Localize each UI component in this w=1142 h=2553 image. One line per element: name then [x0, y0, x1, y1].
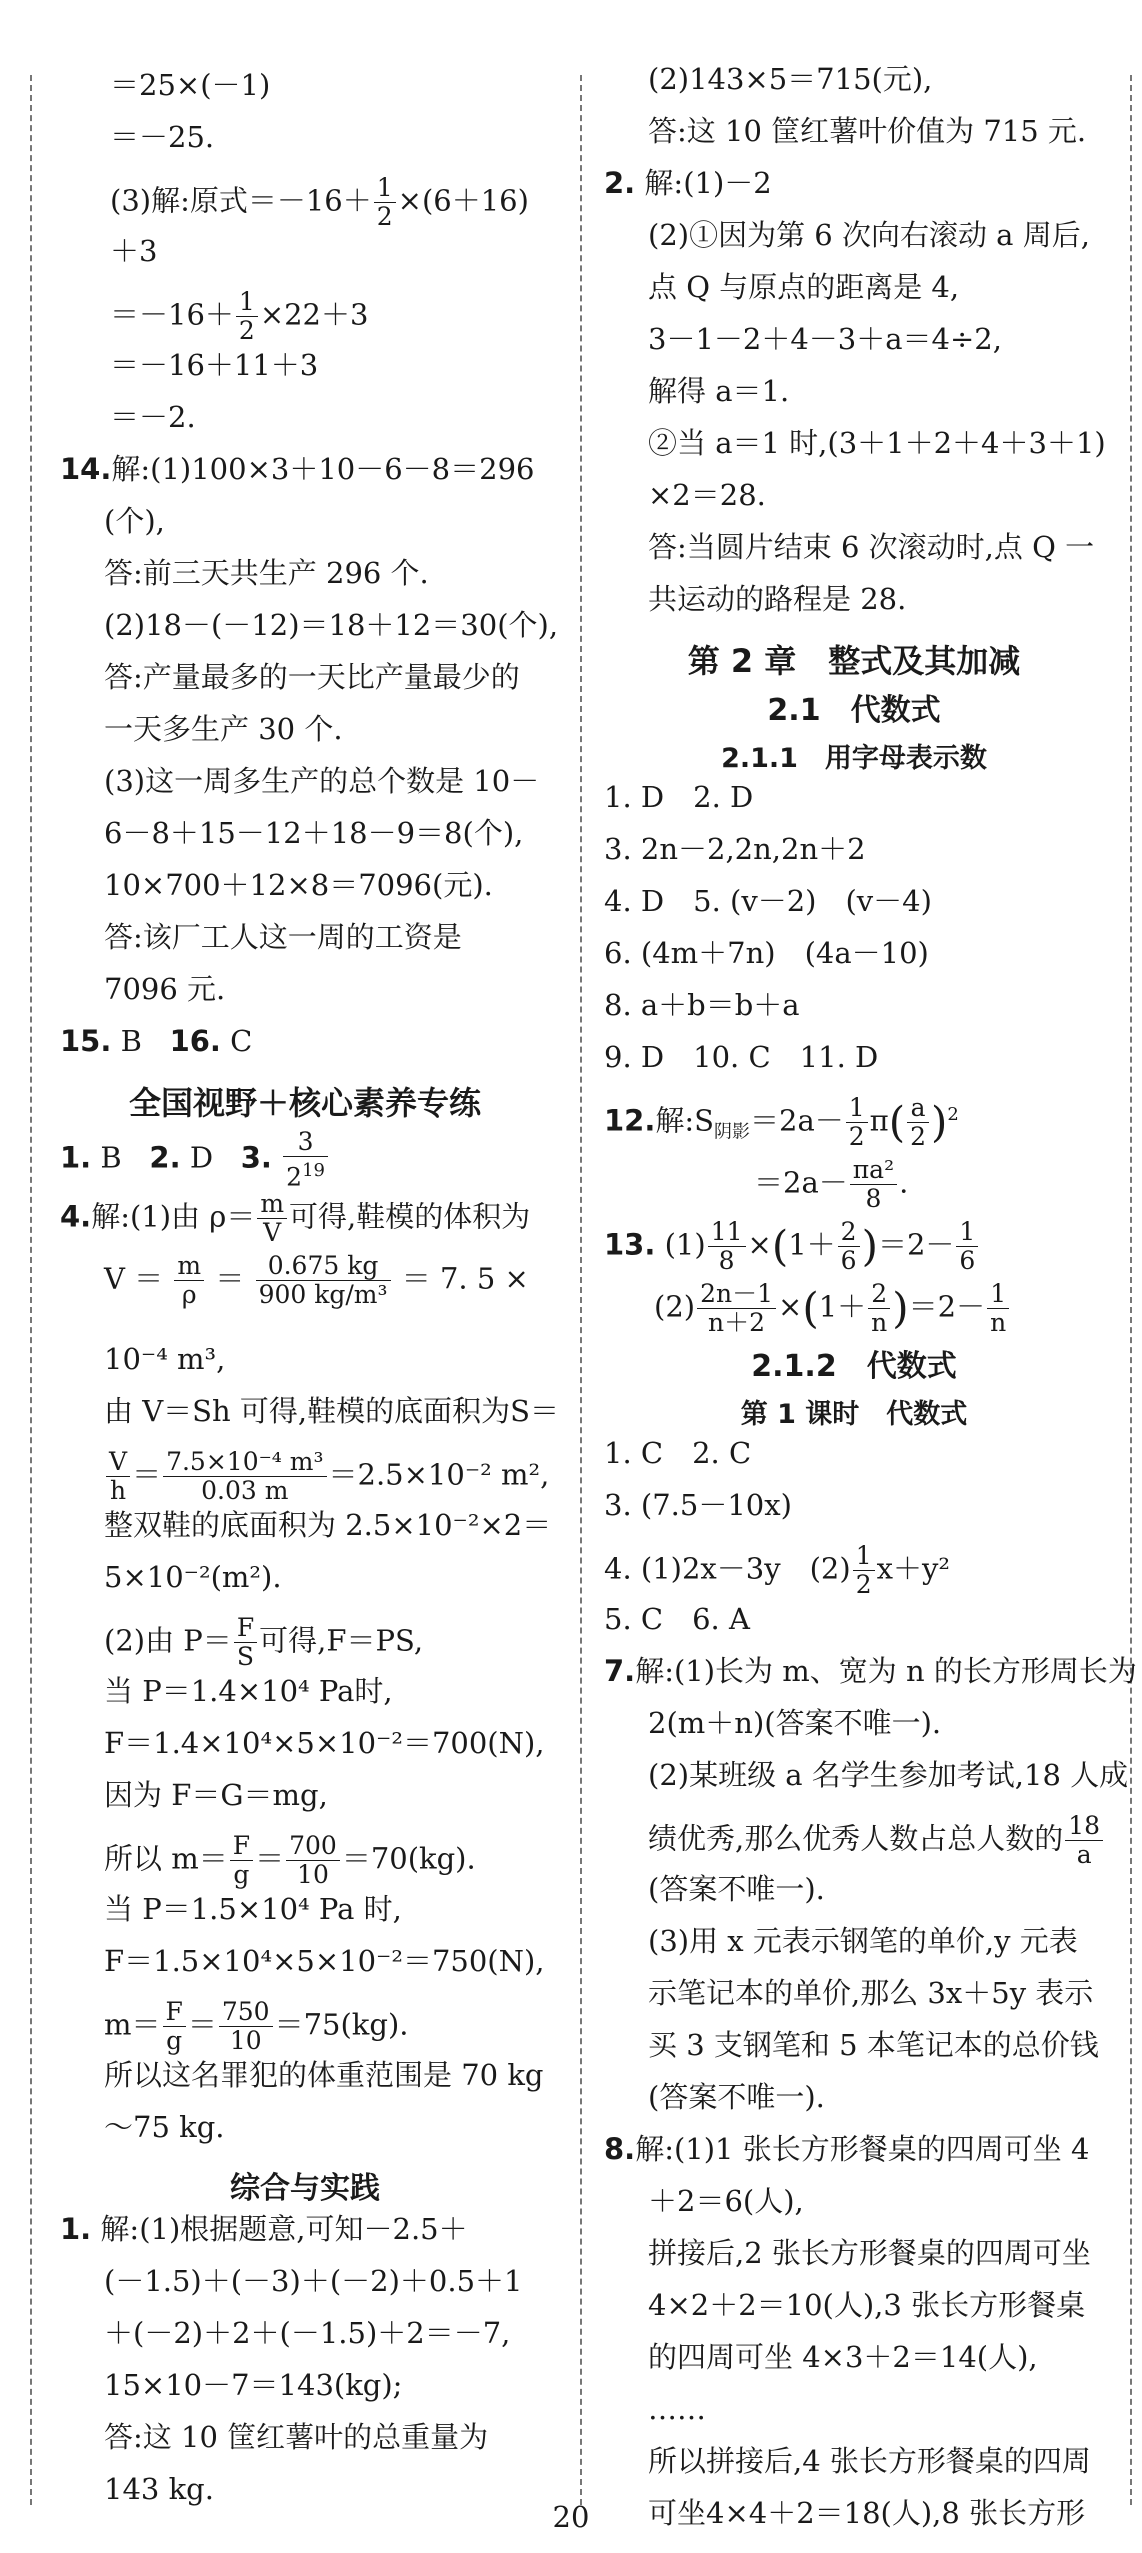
fraction: $\frac{m}{\rho}$ — [174, 1252, 204, 1309]
fraction: $\frac{2}{6}$ — [838, 1218, 860, 1275]
fraction: $\frac{3}{2^{19}}$ — [283, 1128, 328, 1191]
question-8: 8.解:(1)1 张长方形餐桌的四周可坐 4 — [604, 2132, 1090, 2166]
fraction: $\frac{m}{V}$ — [257, 1190, 287, 1247]
text-line: ×2＝28. — [648, 478, 766, 512]
answer-line: 6. (4m＋7n) (4a－10) — [604, 936, 929, 970]
text-line — [60, 174, 550, 236]
text-line: 所以这名罪犯的体重范围是 70 kg — [104, 2058, 544, 2092]
text-line: $\frac{V}{h}$ ＝ $\frac{\text{7.5×10⁻⁴ m³}}{0.03 m}$ ＝2.5×10⁻² m², — [60, 1448, 550, 1510]
section-heading: 综合与实践 — [230, 2171, 380, 2206]
text-line: 因为 F＝G＝mg, — [104, 1778, 328, 1812]
text-line: 解得 a＝1. — [648, 374, 790, 408]
text: ×(6＋16) — [397, 183, 529, 218]
lesson-title: 第 1 课时 代数式 — [740, 1399, 968, 1430]
text-line: 10×700＋12×8＝7096(元). — [104, 868, 493, 902]
section-title: 2.1.2 代数式 — [751, 1349, 957, 1384]
fraction: $\frac{F}{g}$ — [230, 1832, 253, 1889]
paren: ) — [892, 1283, 909, 1333]
text-line: 答:这 10 筐红薯叶价值为 715 元. — [648, 114, 1087, 148]
subsection-title: 2.1.1 用字母表示数 — [721, 743, 987, 774]
text-line: 143 kg. — [104, 2472, 214, 2506]
text-line — [60, 288, 550, 350]
text-line: 6－8＋15－12＋18－9＝8(个), — [104, 816, 524, 850]
fraction: $\frac{11}{8}$ — [708, 1218, 746, 1275]
answer-line: 8. a＋b＝b＋a — [604, 988, 800, 1022]
text-line: 5×10⁻²(m²). — [104, 1560, 282, 1594]
text-line: …… — [648, 2392, 706, 2426]
answer-line: 4. D 5. (v－2) (v－4) — [604, 884, 932, 918]
answer-line: 1. D 2. D — [604, 780, 754, 814]
text-line: ＝－25. — [110, 120, 215, 154]
answers-1-3: 1. B 2. D 3. $\frac{3}{2^{19}}$ — [60, 1128, 550, 1190]
text-line: ＝25×(－1) — [110, 68, 271, 102]
text-line: 4×2＋2＝10(人),3 张长方形餐桌 — [648, 2288, 1086, 2322]
text-line: 15×10－7＝143(kg); — [104, 2368, 403, 2402]
text-line: 所以 m＝ $\frac{F}{g}$ ＝ $\frac{700}{10}$ ＝70(kg). — [104, 1831, 476, 1889]
text-line: 示笔记本的单价,那么 3x＋5y 表示 — [648, 1976, 1094, 2010]
text-line: 整双鞋的底面积为 2.5×10⁻²×2＝ — [104, 1508, 552, 1542]
answers-15-16: 15. B 16. C — [60, 1024, 253, 1058]
text: (3)解:原式＝－16＋ — [110, 183, 372, 218]
text-line: 买 3 支钢笔和 5 本笔记本的总价钱 — [648, 2028, 1099, 2062]
text-line: 答:该厂工人这一周的工资是 — [104, 920, 462, 954]
fraction: $\frac{700}{10}$ — [286, 1832, 340, 1889]
text-line: (个), — [104, 504, 165, 538]
section-title: 2.1 代数式 — [767, 693, 941, 728]
text-line: ＝－2. — [110, 400, 196, 434]
text-line: V ＝ $\frac{m}{\rho}$ ＝ $\frac{0.675 kg}{\text{900 kg/m³}}$ ＝ 7. 5 × — [104, 1251, 529, 1309]
question-2: 2. 解:(1)－2 — [604, 166, 772, 200]
text-line: (答案不唯一). — [648, 2080, 825, 2114]
fraction: $\frac{\text{πa²}}{8}$ — [850, 1156, 897, 1213]
text-line: F＝1.4×10⁴×5×10⁻²＝700(N), — [104, 1726, 545, 1760]
paren: ) — [931, 1097, 948, 1147]
text-line: 3－1－2＋4－3＋a＝4÷2, — [648, 322, 1002, 356]
text-line: (3)用 x 元表示钢笔的单价,y 元表 — [648, 1924, 1078, 1958]
text-line: ～75 kg. — [104, 2110, 225, 2144]
fraction: $\frac{1}{2}$ — [846, 1094, 868, 1151]
text-line: 由 V＝Sh 可得,鞋模的底面积为S＝ — [104, 1394, 560, 1428]
text-line: 答:前三天共生产 296 个. — [104, 556, 429, 590]
page-number: 20 — [552, 2500, 590, 2534]
practice-1: 1. 解:(1)根据题意,可知－2.5＋ — [60, 2212, 468, 2246]
text-line: 绩优秀,那么优秀人数占总人数的 $\frac{18}{a}$ — [604, 1812, 1104, 1874]
paren: ( — [771, 1221, 789, 1271]
right-column — [604, 62, 1137, 2550]
text-line: (2) $\frac{2n-1}{n+2}$ ×(1＋ $\frac{2}{n}$ )＝2－ $\frac{1}{n}$ — [604, 1280, 1104, 1342]
text-line: (－1.5)＋(－3)＋(－2)＋0.5＋1 — [104, 2264, 523, 2298]
text-line: 拼接后,2 张长方形餐桌的四周可坐 — [648, 2236, 1091, 2270]
column-divider — [30, 75, 32, 2505]
left-column — [60, 68, 560, 2526]
text-line: 2(m＋n)(答案不唯一). — [648, 1706, 942, 1740]
fraction: $\frac{\text{7.5×10⁻⁴ m³}}{0.03 m}$ — [163, 1448, 326, 1505]
chapter-title: 第 2 章 整式及其加减 — [687, 642, 1021, 680]
fraction: $\frac{1}{6}$ — [956, 1218, 978, 1275]
text-line: (答案不唯一). — [648, 1872, 825, 1906]
fraction: $\frac{0.675 kg}{\text{900 kg/m³}}$ — [256, 1252, 391, 1309]
fraction: $\frac{F}{S}$ — [234, 1614, 257, 1671]
text-line: F＝1.5×10⁴×5×10⁻²＝750(N), — [104, 1944, 545, 1978]
fraction: $\frac{V}{h}$ — [106, 1448, 130, 1505]
text-line: 答:这 10 筐红薯叶的总重量为 — [104, 2420, 489, 2454]
fraction: $\frac{1}{n}$ — [987, 1280, 1009, 1337]
text-line: 共运动的路程是 28. — [648, 582, 907, 616]
answer-line: 9. D 10. C 11. D — [604, 1040, 879, 1074]
fraction: $\frac{2n-1}{n+2}$ — [697, 1280, 776, 1337]
answer-line: 3. 2n－2,2n,2n＋2 — [604, 832, 866, 866]
fraction: $\frac{1}{2}$ — [374, 174, 396, 231]
text-line: 点 Q 与原点的距离是 4, — [648, 270, 960, 304]
paren: ) — [861, 1221, 878, 1271]
text: ＝－16＋ — [110, 297, 234, 332]
text-line: 当 P＝1.4×10⁴ Pa时, — [104, 1674, 393, 1708]
answer-line: 5. C 6. A — [604, 1602, 750, 1636]
column-divider — [580, 75, 582, 2505]
answer-line: 1. C 2. C — [604, 1436, 752, 1470]
text-line: m＝ $\frac{F}{g}$ ＝ $\frac{750}{10}$ ＝75(kg). — [104, 1997, 409, 2055]
text-line: ＋3 — [110, 234, 158, 268]
text-line: ②当 a＝1 时,(3＋1＋2＋4＋3＋1) — [648, 426, 1106, 460]
text-line: 一天多生产 30 个. — [104, 712, 343, 746]
text-line: ＋2＝6(人), — [648, 2184, 804, 2218]
text-line: (3)这一周多生产的总个数是 10－ — [104, 764, 540, 798]
question-4: 4.解:(1)由 ρ＝ $\frac{m}{V}$ 可得,鞋模的体积为 — [60, 1189, 531, 1247]
text-line: 当 P＝1.5×10⁴ Pa 时, — [104, 1892, 402, 1926]
fraction: $\frac{2}{n}$ — [868, 1280, 890, 1337]
text-line: ＝2a－ $\frac{\text{πa²}}{8}$ . — [754, 1155, 909, 1213]
paren: ( — [802, 1283, 819, 1333]
text-line: (2)18－(－12)＝18＋12＝30(个), — [104, 608, 559, 642]
question-13: 13. (1) $\frac{11}{8}$ ×(1＋ $\frac{2}{6}$ )＝2－ $\frac{1}{6}$ — [604, 1218, 1104, 1280]
fraction: $\frac{a}{2}$ — [907, 1094, 929, 1151]
text-line: (2)①因为第 6 次向右滚动 a 周后, — [648, 218, 1090, 252]
text-line: 可坐4×4＋2＝18(人),8 张长方形 — [648, 2496, 1086, 2530]
paren: ( — [888, 1097, 906, 1147]
text-line: ＝－16＋11＋3 — [110, 348, 319, 382]
question-14: 14.解:(1)100×3＋10－6－8＝296 — [60, 452, 535, 486]
fraction: $\frac{F}{g}$ — [163, 1998, 186, 2055]
answer-line: 4. (1)2x－3y (2) $\frac{1}{2}$ x＋y² — [604, 1541, 950, 1599]
column-divider — [1130, 75, 1132, 2505]
text-line: 答:产量最多的一天比产量最少的 — [104, 660, 520, 694]
answer-line: 3. (7.5－10x) — [604, 1488, 792, 1522]
text-line: 的四周可坐 4×3＋2＝14(人), — [648, 2340, 1038, 2374]
section-heading: 全国视野＋核心素养专练 — [128, 1084, 481, 1122]
text-line: (2)143×5＝715(元), — [648, 62, 933, 96]
fraction: $\frac{750}{10}$ — [219, 1998, 273, 2055]
fraction: $\frac{1}{2}$ — [853, 1542, 875, 1599]
text-line: 10⁻⁴ m³, — [104, 1342, 226, 1376]
text-line: ＋(－2)＋2＋(－1.5)＋2＝－7, — [104, 2316, 511, 2350]
question-12: 12.解$:S_{阴影}=2a-$ $\frac{1}{2}$ π( $\frac{a}{2}$ )$^2$ — [604, 1093, 959, 1151]
text: ×22＋3 — [259, 297, 369, 332]
text-line: 答:当圆片结束 6 次滚动时,点 Q 一 — [648, 530, 1095, 564]
text-line: 7096 元. — [104, 972, 226, 1006]
text-line: (2)由 P＝ $\frac{F}{S}$ 可得,F＝PS, — [104, 1613, 424, 1671]
question-7: 7.解:(1)长为 m、宽为 n 的长方形周长为 — [604, 1654, 1137, 1688]
text-line: (2)某班级 a 名学生参加考试,18 人成 — [648, 1758, 1129, 1792]
text-line: 所以拼接后,4 张长方形餐桌的四周 — [648, 2444, 1091, 2478]
fraction: $\frac{18}{a}$ — [1065, 1812, 1103, 1869]
fraction: $\frac{1}{2}$ — [236, 288, 258, 345]
